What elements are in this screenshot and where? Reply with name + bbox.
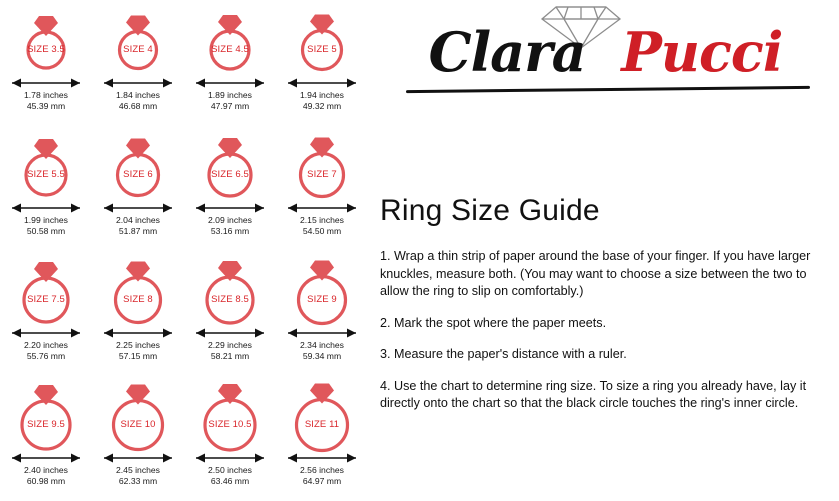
ring-measurements [0, 340, 92, 362]
ring-icon [92, 125, 184, 209]
ring-size-label: SIZE 8.5 [211, 294, 249, 305]
double-arrow-icon [276, 77, 368, 89]
guide-steps [380, 248, 828, 427]
double-arrow-icon [92, 327, 184, 339]
ring-illustration [184, 250, 276, 334]
ring-size-cell [92, 375, 184, 500]
ring-measurements [0, 465, 92, 487]
ring-size-inches: 2.56 inches [300, 465, 344, 475]
ring-size-cell [184, 250, 276, 375]
guide-step: 4. Use the chart to determine ring size. To size a ring you already have, lay it directly onto the chart so that the black circle touches the ring's inner circle. [380, 378, 807, 410]
measure-arrow [184, 451, 276, 463]
ring-icon [184, 125, 276, 209]
ring-icon [0, 125, 92, 209]
ring-size-inches: 2.40 inches [24, 465, 68, 475]
double-arrow-icon [92, 202, 184, 214]
ring-size-label: SIZE 6.5 [211, 169, 249, 180]
ring-measurements [184, 215, 276, 237]
ring-size-mm: 63.46 mm [210, 476, 250, 486]
ring-illustration [92, 125, 184, 209]
measure-arrow [0, 451, 92, 463]
ring-measurements [184, 340, 276, 362]
ring-illustration [92, 375, 184, 459]
ring-illustration [184, 125, 276, 209]
ring-size-label: SIZE 5.5 [27, 169, 65, 180]
ring-illustration [276, 125, 368, 209]
double-arrow-icon [276, 452, 368, 464]
ring-size-mm: 59.34 mm [302, 351, 342, 361]
ring-size-inches: 2.20 inches [24, 340, 68, 350]
ring-icon [92, 250, 184, 334]
right-panel [368, 0, 839, 501]
ring-size-cell [184, 0, 276, 125]
ring-icon [0, 0, 92, 84]
ring-size-label: SIZE 9 [307, 294, 337, 305]
ring-illustration [0, 250, 92, 334]
ring-icon [276, 125, 368, 209]
double-arrow-icon [276, 327, 368, 339]
ring-size-inches: 2.04 inches [116, 215, 160, 225]
ring-size-inches: 2.15 inches [300, 215, 344, 225]
ring-illustration [276, 375, 368, 459]
ring-icon [184, 0, 276, 84]
measure-arrow [0, 76, 92, 88]
double-arrow-icon [0, 77, 92, 89]
double-arrow-icon [0, 452, 92, 464]
ring-size-cell [184, 125, 276, 250]
ring-illustration [92, 250, 184, 334]
ring-illustration [0, 0, 92, 84]
ring-size-mm: 62.33 mm [118, 476, 158, 486]
ring-size-label: SIZE 4 [123, 44, 153, 55]
measure-arrow [92, 76, 184, 88]
ring-size-cell [184, 375, 276, 500]
brand-logo [378, 2, 833, 112]
double-arrow-icon [0, 202, 92, 214]
ring-illustration [184, 0, 276, 84]
ring-size-inches: 2.25 inches [116, 340, 160, 350]
ring-icon [184, 375, 276, 459]
ring-size-inches: 1.78 inches [24, 90, 68, 100]
ring-size-mm: 47.97 mm [210, 101, 250, 111]
logo-underline [406, 86, 810, 93]
measure-arrow [276, 326, 368, 338]
measure-arrow [92, 326, 184, 338]
ring-size-inches: 2.09 inches [208, 215, 252, 225]
ring-size-label: SIZE 8 [123, 294, 153, 305]
ring-icon [0, 375, 92, 459]
guide-step: 1. Wrap a thin strip of paper around the base of your finger. If you have larger knuckles, measure both. (You may want to choose a size between the two to allow the ring to slip on comfortably.) [380, 249, 811, 298]
ring-size-inches: 1.94 inches [300, 90, 344, 100]
ring-illustration [276, 0, 368, 84]
ring-measurements [184, 465, 276, 487]
measure-arrow [276, 451, 368, 463]
ring-size-mm: 57.15 mm [118, 351, 158, 361]
ring-size-mm: 58.21 mm [210, 351, 250, 361]
ring-size-inches: 1.84 inches [116, 90, 160, 100]
ring-illustration [276, 250, 368, 334]
double-arrow-icon [0, 327, 92, 339]
double-arrow-icon [276, 202, 368, 214]
ring-size-mm: 54.50 mm [302, 226, 342, 236]
ring-illustration [92, 0, 184, 84]
ring-measurements [276, 90, 368, 112]
ring-size-cell [92, 125, 184, 250]
measure-arrow [92, 451, 184, 463]
double-arrow-icon [92, 452, 184, 464]
measure-arrow [0, 201, 92, 213]
ring-icon [0, 250, 92, 334]
ring-measurements [92, 465, 184, 487]
ring-measurements [0, 215, 92, 237]
ring-size-inches: 2.45 inches [116, 465, 160, 475]
double-arrow-icon [184, 77, 276, 89]
ring-measurements [92, 215, 184, 237]
measure-arrow [0, 326, 92, 338]
page-title: Ring Size Guide [380, 194, 600, 227]
brand-name-second: Pucci [621, 20, 783, 84]
double-arrow-icon [184, 327, 276, 339]
ring-illustration [0, 125, 92, 209]
measure-arrow [92, 201, 184, 213]
ring-size-inches: 2.50 inches [208, 465, 252, 475]
ring-size-mm: 49.32 mm [302, 101, 342, 111]
ring-size-label: SIZE 6 [123, 169, 153, 180]
ring-size-label: SIZE 11 [304, 419, 340, 430]
ring-size-cell [0, 125, 92, 250]
ring-size-inches: 2.34 inches [300, 340, 344, 350]
ring-measurements [184, 90, 276, 112]
double-arrow-icon [184, 452, 276, 464]
double-arrow-icon [92, 77, 184, 89]
measure-arrow [184, 76, 276, 88]
ring-size-mm: 46.68 mm [118, 101, 158, 111]
ring-icon [276, 0, 368, 84]
ring-measurements [0, 90, 92, 112]
brand-name-first: Clara [428, 20, 586, 84]
ring-size-cell [276, 375, 368, 500]
measure-arrow [276, 76, 368, 88]
ring-size-chart [0, 0, 368, 501]
ring-measurements [276, 215, 368, 237]
ring-illustration [184, 375, 276, 459]
ring-measurements [92, 340, 184, 362]
double-arrow-icon [184, 202, 276, 214]
guide-step: 3. Measure the paper's distance with a ruler. [380, 347, 627, 361]
ring-size-inches: 1.99 inches [24, 215, 68, 225]
ring-size-mm: 55.76 mm [26, 351, 66, 361]
ring-icon [92, 0, 184, 84]
ring-size-label: SIZE 3.5 [27, 44, 65, 55]
ring-size-label: SIZE 4.5 [211, 44, 249, 55]
ring-size-label: SIZE 10.5 [208, 419, 252, 430]
ring-size-mm: 64.97 mm [302, 476, 342, 486]
ring-icon [276, 375, 368, 459]
measure-arrow [184, 201, 276, 213]
ring-icon [92, 375, 184, 459]
ring-icon [184, 250, 276, 334]
guide-step: 2. Mark the spot where the paper meets. [380, 315, 607, 330]
ring-icon [276, 250, 368, 334]
ring-size-mm: 50.58 mm [26, 226, 66, 236]
ring-size-cell [0, 250, 92, 375]
ring-size-label: SIZE 9.5 [27, 419, 65, 430]
brand-wordmark [378, 20, 833, 84]
ring-size-cell [92, 250, 184, 375]
ring-size-label: SIZE 5 [307, 44, 337, 55]
ring-size-label: SIZE 7.5 [27, 294, 65, 305]
ring-size-cell [92, 0, 184, 125]
ring-size-mm: 53.16 mm [210, 226, 250, 236]
ring-measurements [276, 465, 368, 487]
ring-size-label: SIZE 7 [307, 169, 337, 180]
ring-size-mm: 51.87 mm [118, 226, 158, 236]
ring-size-inches: 1.89 inches [208, 90, 252, 100]
ring-measurements [92, 90, 184, 112]
ring-size-cell [0, 375, 92, 500]
ring-size-cell [276, 250, 368, 375]
measure-arrow [276, 201, 368, 213]
ring-size-inches: 2.29 inches [208, 340, 252, 350]
ring-size-mm: 45.39 mm [26, 101, 66, 111]
ring-measurements [276, 340, 368, 362]
ring-illustration [0, 375, 92, 459]
ring-size-cell [276, 125, 368, 250]
ring-size-mm: 60.98 mm [26, 476, 66, 486]
ring-size-cell [0, 0, 92, 125]
ring-size-label: SIZE 10 [120, 419, 156, 430]
measure-arrow [184, 326, 276, 338]
ring-size-cell [276, 0, 368, 125]
